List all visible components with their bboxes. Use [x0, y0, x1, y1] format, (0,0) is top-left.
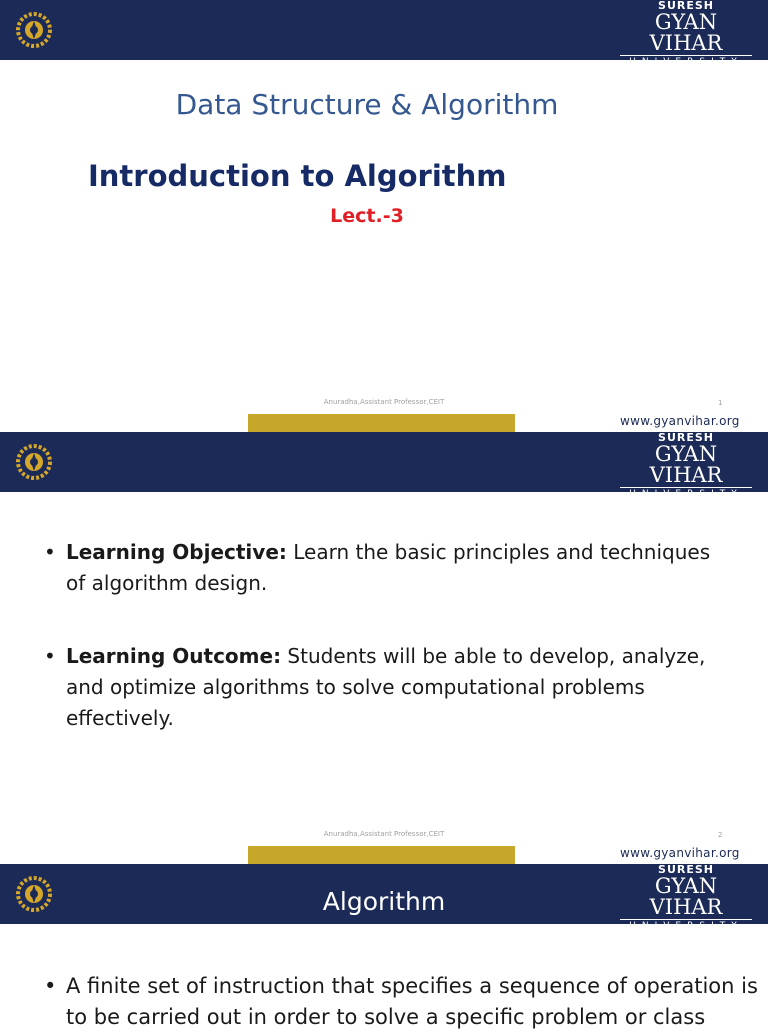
list-item [44, 537, 724, 599]
page-number: 1 [718, 399, 723, 407]
lecture-number: Lect.-3 [330, 205, 404, 227]
bullet-label: Learning Outcome: [66, 644, 282, 668]
brand-accreditation: Accredited by NAAC with 'A' Grade [617, 932, 755, 940]
brand-top: SURESH [658, 432, 714, 444]
bullet-label: Learning Objective: [66, 540, 287, 564]
brand-top: SURESH [658, 0, 714, 12]
list-item [44, 641, 724, 734]
brand-accreditation: Accredited by NAAC with 'A' Grade [617, 68, 755, 76]
lecture-title: Introduction to Algorithm [88, 159, 507, 193]
brand-accreditation: Accredited by NAAC with 'A' Grade [617, 500, 755, 508]
brand-divider [620, 55, 752, 56]
brand-main: GYAN VIHAR [649, 874, 723, 919]
brand-university: UNIVERSITY [629, 921, 743, 931]
bullet-text: Learn the basic principles and techniques of algorithm design. [66, 540, 711, 595]
slide-1 [0, 0, 768, 432]
university-emblem-icon [12, 11, 56, 49]
website-link[interactable]: www.gyanvihar.org [620, 414, 740, 428]
website-link[interactable]: www.gyanvihar.org [620, 846, 740, 860]
slide-header [0, 432, 768, 508]
brand-main: GYAN VIHAR [649, 10, 723, 55]
footer-author: Anuradha,Assistant Professor,CEIT [323, 398, 445, 406]
footer-gold-bar [248, 846, 515, 864]
page-number: 2 [718, 831, 723, 839]
slide-title: Algorithm [322, 887, 446, 916]
university-emblem-icon [12, 443, 56, 481]
list-item: • A finite set of instruction that specifies a sequence of operation is to be carried out in order to solve a specific problem or class [44, 971, 766, 1033]
brand-university: UNIVERSITY [629, 57, 743, 67]
university-logo [616, 0, 756, 77]
footer-author: Anuradha,Assistant Professor,CEIT [323, 830, 445, 838]
bullet-text: Students will be able to develop, analyze, and optimize algorithms to solve computational problems effectively. [66, 644, 706, 730]
brand-top: SURESH [658, 864, 714, 876]
brand-divider [620, 919, 752, 920]
course-title: Data Structure & Algorithm [175, 88, 559, 121]
brand-university: UNIVERSITY [629, 489, 743, 499]
university-logo [616, 432, 756, 509]
slide-header [0, 0, 768, 76]
footer-gold-bar [248, 414, 515, 432]
objectives-list [44, 537, 724, 776]
brand-divider [620, 487, 752, 488]
brand-main: GYAN VIHAR [649, 442, 723, 487]
